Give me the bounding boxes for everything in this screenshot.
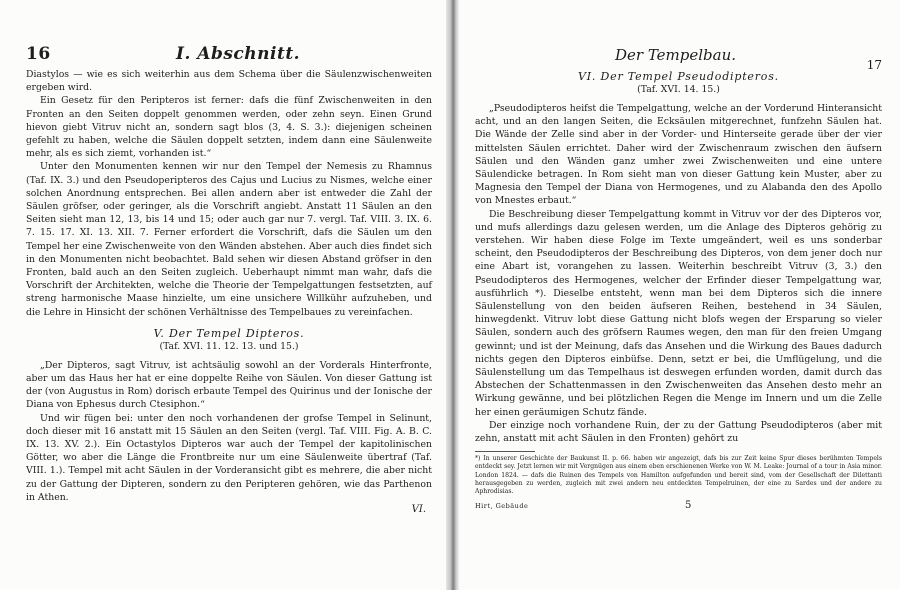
- left-page: [0, 0, 446, 590]
- paragraph: Diastylos — wie es sich weiterhin aus dem Schema über die Säulenzwischenweiten ergeben wird.: [26, 69, 432, 94]
- signature-line: [475, 500, 882, 514]
- paragraph: „Der Dipteros, sagt Vitruv, ist achtsäulig sowohl an der Vorderals Hinterfronte, aber um das Haus her hat er eine doppelte Reihe von Säulen. Von dieser Gattung ist der (von Augustus in Rom) dorisch erbaute Tempel des Quirinus und der Ionische der Diana von Ephesus durch Ctesiphon.“: [26, 359, 432, 411]
- left-page-number: 16: [26, 44, 51, 64]
- paragraph: Ein Gesetz für den Peripteros ist ferner: dafs die fünf Zwischenweiten in den Fronten an den Seiten doppelt genommen werden, oder zehn seyn. Einen Grund hievon giebt Vitruv nicht an, sondern sagt blos (3, 4. S. 3.): diejenigen scheinen gefehlt zu haben, welche die Säulen doppelt setzten, indem dann eine Säulenweite mehr, als es sich ziemt, vorhanden ist.“: [26, 95, 432, 160]
- left-body-text-2: [26, 359, 432, 504]
- right-page-number: 17: [866, 58, 882, 72]
- paragraph: Der einzige noch vorhandene Ruin, der zu der Gattung Pseudodipteros (aber mit zehn, anstatt mit acht Säulen in den Fronten) gehört zu: [475, 419, 882, 445]
- right-running-head: [475, 44, 882, 72]
- signature-title: Hirt, Gebäude: [475, 502, 529, 511]
- paragraph: Und wir fügen bei: unter den noch vorhandenen der grofse Tempel in Selinunt, doch dieser mit 16 anstatt mit 15 Säulen an den Seiten (vergl. Taf. VIII. Fig. A. B. C. IX. 13. XV. 2.). Ein Octastylos Dipteros war auch der Tempel der kapitolinischen Götter, wo aber die Länge die Frontbreite nur um eine Säulenweite übertraf (Taf. VIII. 1.). Tempel mit acht Säulen in der Vorderansicht gibt es mehrere, die aber nicht zu der Gattung der Dipteren, sondern zu den Peripteren gehören, wie das Parthenon in Athen.: [26, 412, 432, 503]
- right-page: [459, 0, 900, 590]
- section-plate-reference: (Taf. XVI. 11. 12. 13. und 15.): [159, 340, 299, 352]
- paragraph: „Pseudodipteros heifst die Tempelgattung, welche an der Vorderund Hinteransicht acht, und an den langen Seiten, die Ecksäulen mitgerechnet, funfzehn Säulen hat. Die Wände der Zelle sind aber in der Vorder- und Hinterseite gerade über der vier mittelsten Säulen errichtet. Daher wird der Zwischenraum zwischen den äufsern Säulen und den Wänden ganz umher zwei Zwischenweiten und eine untere Säulendicke betragen. In Rom sieht man von dieser Gattung kein Muster, aber zu Magnesia den Tempel der Diana von Hermogenes, und zu Alabanda den des Apollo von Mnestes erbaut.“: [475, 103, 882, 207]
- catchword: VI.: [411, 504, 426, 516]
- signature-mark: 5: [685, 500, 692, 512]
- left-running-head: [26, 44, 432, 68]
- paragraph: Unter den Monumenten kennen wir nur den Tempel der Nemesis zu Rhamnus (Taf. IX. 3.) und den Pseudoperipteros des Cajus und Lucius zu Nismes, welche einer solchen Anordnung entsprechen. Bei allen andern aber ist entweder die Zahl der Säulen gröfser, oder geringer, als die Vorschrift angiebt. Anstatt 11 Säulen an den Seiten sieht man 12, 13, bis 14 und 15; oder auch gar nur 7. vergl. Taf. VIII. 3. IX. 6. 7. 15. 17. XI. 13. XII. 7. Ferner erfordert die Vorschrift, dafs die Säulen um den Tempel her eine Zwischenweite von den Wänden abstehen. Aber auch dies findet sich in den Monumenten nicht beobachtet. Bald sehen wir diesen Abstand gröfser in den Fronten, bald auch an den Seiten zugleich. Ueberhaupt nimmt man wahr, dafs die Vorschrift der Architekten, welche die Theorie der Tempelgattungen festsetzten, auf streng harmonische Maase hinzielte, um eine unsichere Willkühr aufzuheben, und die Lehre in Hinsicht der schönen Verhältnisse des Tempelbaues zu vereinfachen.: [26, 161, 432, 318]
- right-chapter-heading: Der Tempelbau.: [615, 46, 737, 64]
- left-body-text: [26, 68, 432, 319]
- paragraph: Die Beschreibung dieser Tempelgattung kommt in Vitruv vor der des Dipteros vor, und mufs allerdings dazu gelesen werden, um die Anlage des Dipteros gehörig zu verstehen. Wir haben diese Folge im Texte umgeändert, weil es uns sonderbar scheint, den Pseudodipteros der Beschreibung des Dipteros, von dem jener doch nur eine Abart ist, vorangehen zu lassen. Weiterhin beschreibt Vitruv (3, 3.) den Pseudodipteros des Hermogenes, welcher der Erfinder dieser Tempelgattung war, ausführlich *). Dieselbe entsteht, wenn man bei dem Dipteros sich die innere Säulenstellung von den beiden äufseren Reihen, bestehend in 34 Säulen, hinwegdenkt. Vitruv lobt diese Gattung nicht blofs wegen der Ersparung so vieler Säulen, sondern auch des gröfsern Raumes wegen, den man für den freien Umgang gewinnt; und ist der Meinung, dafs das Ansehen und die Wirkung des Baues dadurch nichts gegen den Dipteros einbüfse. Denn, setzt er bei, die Umflügelung, und die Säulenstellung um das Tempelhaus ist deswegen erfunden worden, damit durch das Abstechen der Schattenmassen in den Zwischenweiten das Ansehen desto mehr an Wirkung gewänne, und bei plötzlichen Regen die Menge im Innern und um die Zelle her einen geräumigen Schutz fände.: [475, 208, 882, 418]
- book-gutter: [446, 0, 459, 590]
- footnote-divider: [475, 451, 535, 452]
- right-body-text: [475, 102, 882, 445]
- section-plate-reference: (Taf. XVI. 14. 15.): [637, 84, 720, 95]
- footnote: *) In unserer Geschichte der Baukunst II. p. 66. haben wir angezeigt, dafs bis zur Zeit keine Spur dieses berühmten Tempels entdeckt sey. Jetzt lernen wir mit Vergnügen aus einem eben erschienenen Werke von W. M. Leake: Journal of a tour in Asia minor. London 1824. — dafs die Ruinen des Tempels von Hamilton aufgefunden und bereit sind, vom der Gesellschaft der Dilettanti herausgegeben zu werden, zugleich mit zwei andern neu entdeckten Tempelruinen, der eine zu Sardes und der andere zu Aphrodisias.: [475, 455, 882, 496]
- section-title-pseudodipteros: VI. Der Tempel Pseudodipteros.: [578, 70, 779, 83]
- section-title-dipteros: V. Der Tempel Dipteros.: [153, 326, 305, 340]
- left-chapter-heading: I. Abschnitt.: [176, 44, 301, 64]
